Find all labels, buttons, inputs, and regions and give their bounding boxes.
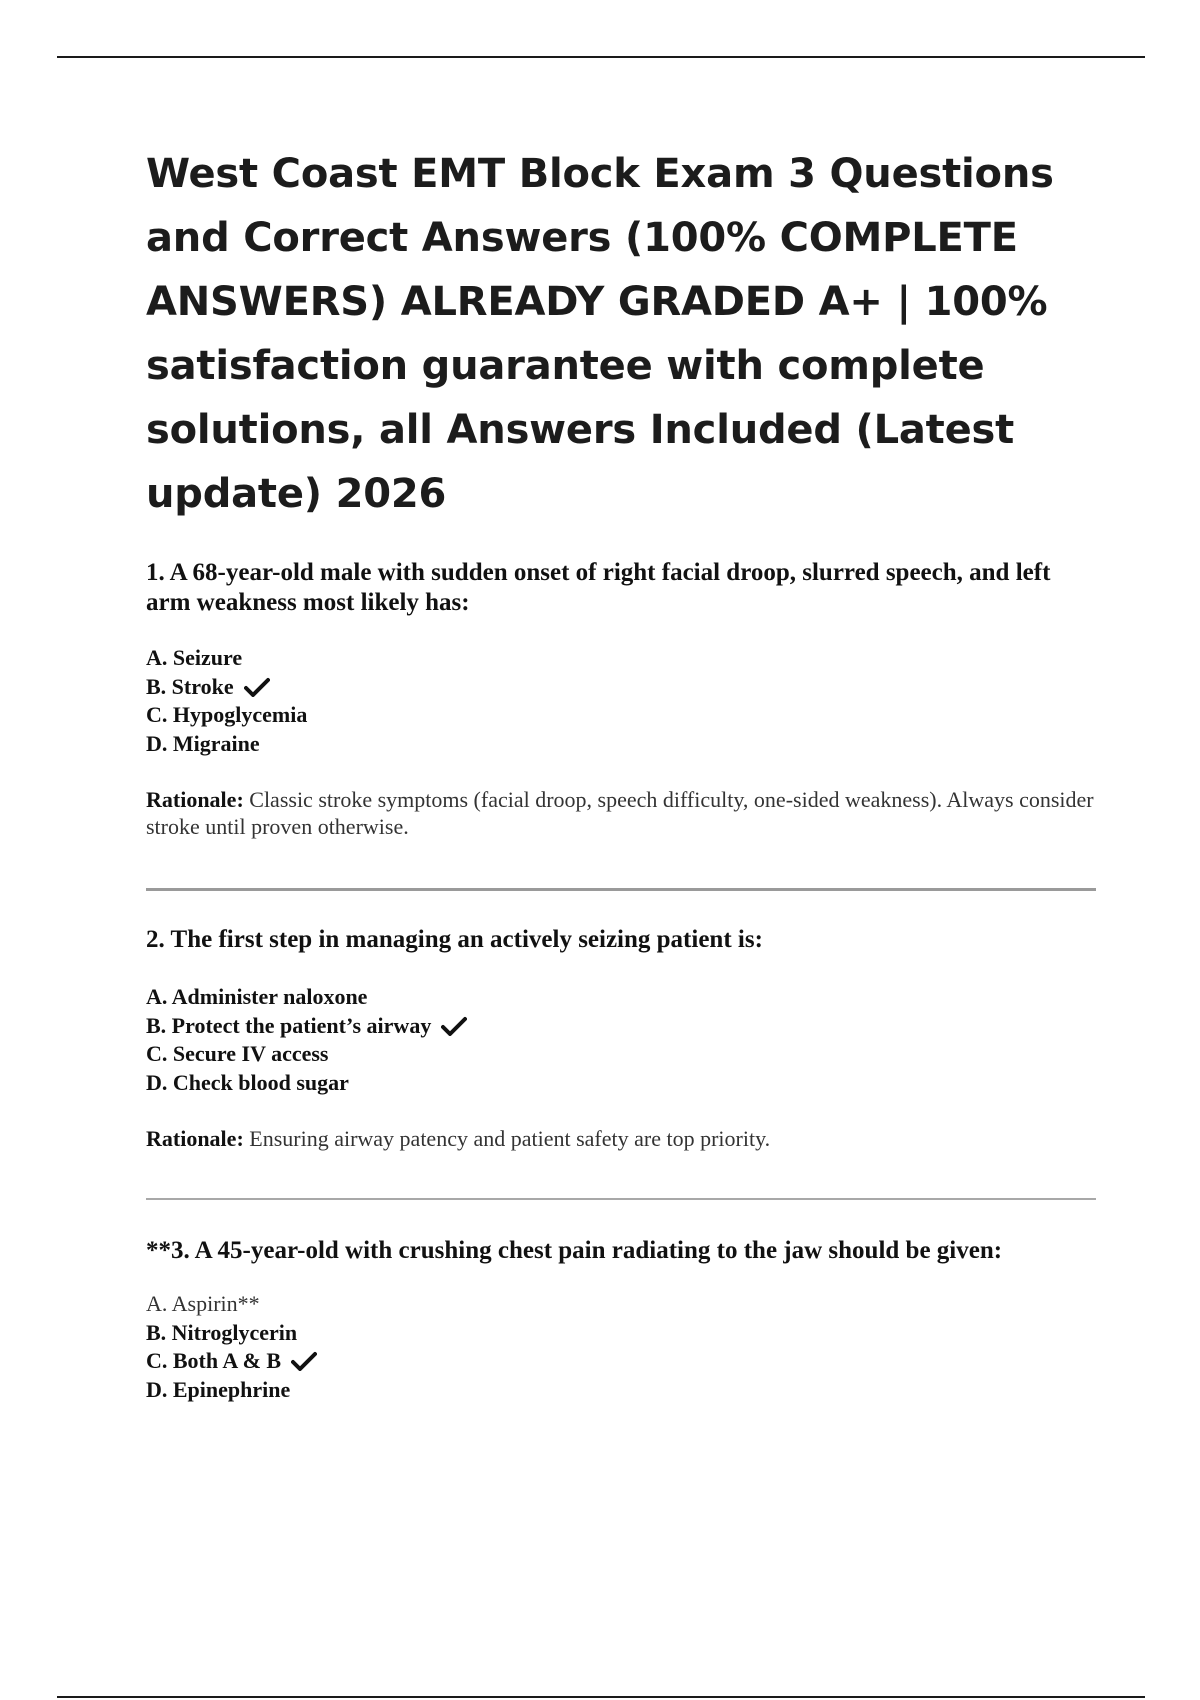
option-a [146,983,1096,1012]
options-list [146,983,1096,1097]
checkmark-icon [244,677,270,697]
page-content [146,142,1096,1404]
section-divider [146,888,1096,891]
option-b [146,1319,1096,1348]
option-b [146,673,1096,702]
rationale [146,786,1096,840]
question-2 [146,925,1096,1152]
rationale [146,1125,1096,1152]
rationale-text: Ensuring airway patency and patient safety are top priority. [249,1126,771,1151]
question-text: 2. The first step in managing an actively seizing patient is: [146,926,763,953]
option-label: A. Aspirin** [146,1291,260,1316]
option-label: C. Hypoglycemia [146,702,308,727]
option-label: C. Secure IV access [146,1041,329,1066]
checkmark-icon [441,1016,467,1036]
rationale-text: Classic stroke symptoms (facial droop, speech difficulty, one-sided weakness). Always consider stroke until proven otherwise. [146,787,1094,839]
options-list [146,1290,1096,1404]
section-divider [146,1198,1096,1200]
option-label: D. Check blood sugar [146,1069,349,1095]
option-label: D. Migraine [146,730,260,756]
option-c [146,701,1096,730]
option-label: B. Stroke [146,673,234,699]
options-list [146,644,1096,758]
checkmark-icon [291,1351,317,1371]
option-label: A. Administer naloxone [146,984,368,1009]
option-a [146,1290,1096,1319]
option-label: D. Epinephrine [146,1376,291,1402]
question-1 [146,558,1096,840]
option-d [146,1069,1096,1098]
rationale-label: Rationale: [146,1126,244,1151]
option-c [146,1347,1096,1376]
option-label: C. Both A & B [146,1348,282,1373]
option-label: A. Seizure [146,645,243,670]
rationale-label: Rationale: [146,787,244,812]
option-a [146,644,1096,673]
question-text: 1. A 68-year-old male with sudden onset of right facial droop, slurred speech, and left arm weakness most likely has: [146,559,1051,616]
bottom-rule [57,1696,1145,1698]
question-3 [146,1236,1096,1404]
question-text: **3. A 45-year-old with crushing chest pain radiating to the jaw should be given: [146,1237,1003,1264]
option-label: B. Nitroglycerin [146,1319,298,1345]
top-rule [57,56,1145,58]
option-d [146,1376,1096,1405]
option-d [146,730,1096,759]
option-label: B. Protect the patient’s airway [146,1012,432,1038]
document-title: West Coast EMT Block Exam 3 Questions and Correct Answers (100% COMPLETE ANSWERS) ALREADY GRADED A+ | 100% satisfaction guarantee with complete solutions, all Answers Included (Latest update) 2026 [146,151,1054,517]
option-c [146,1040,1096,1069]
option-b [146,1012,1096,1041]
